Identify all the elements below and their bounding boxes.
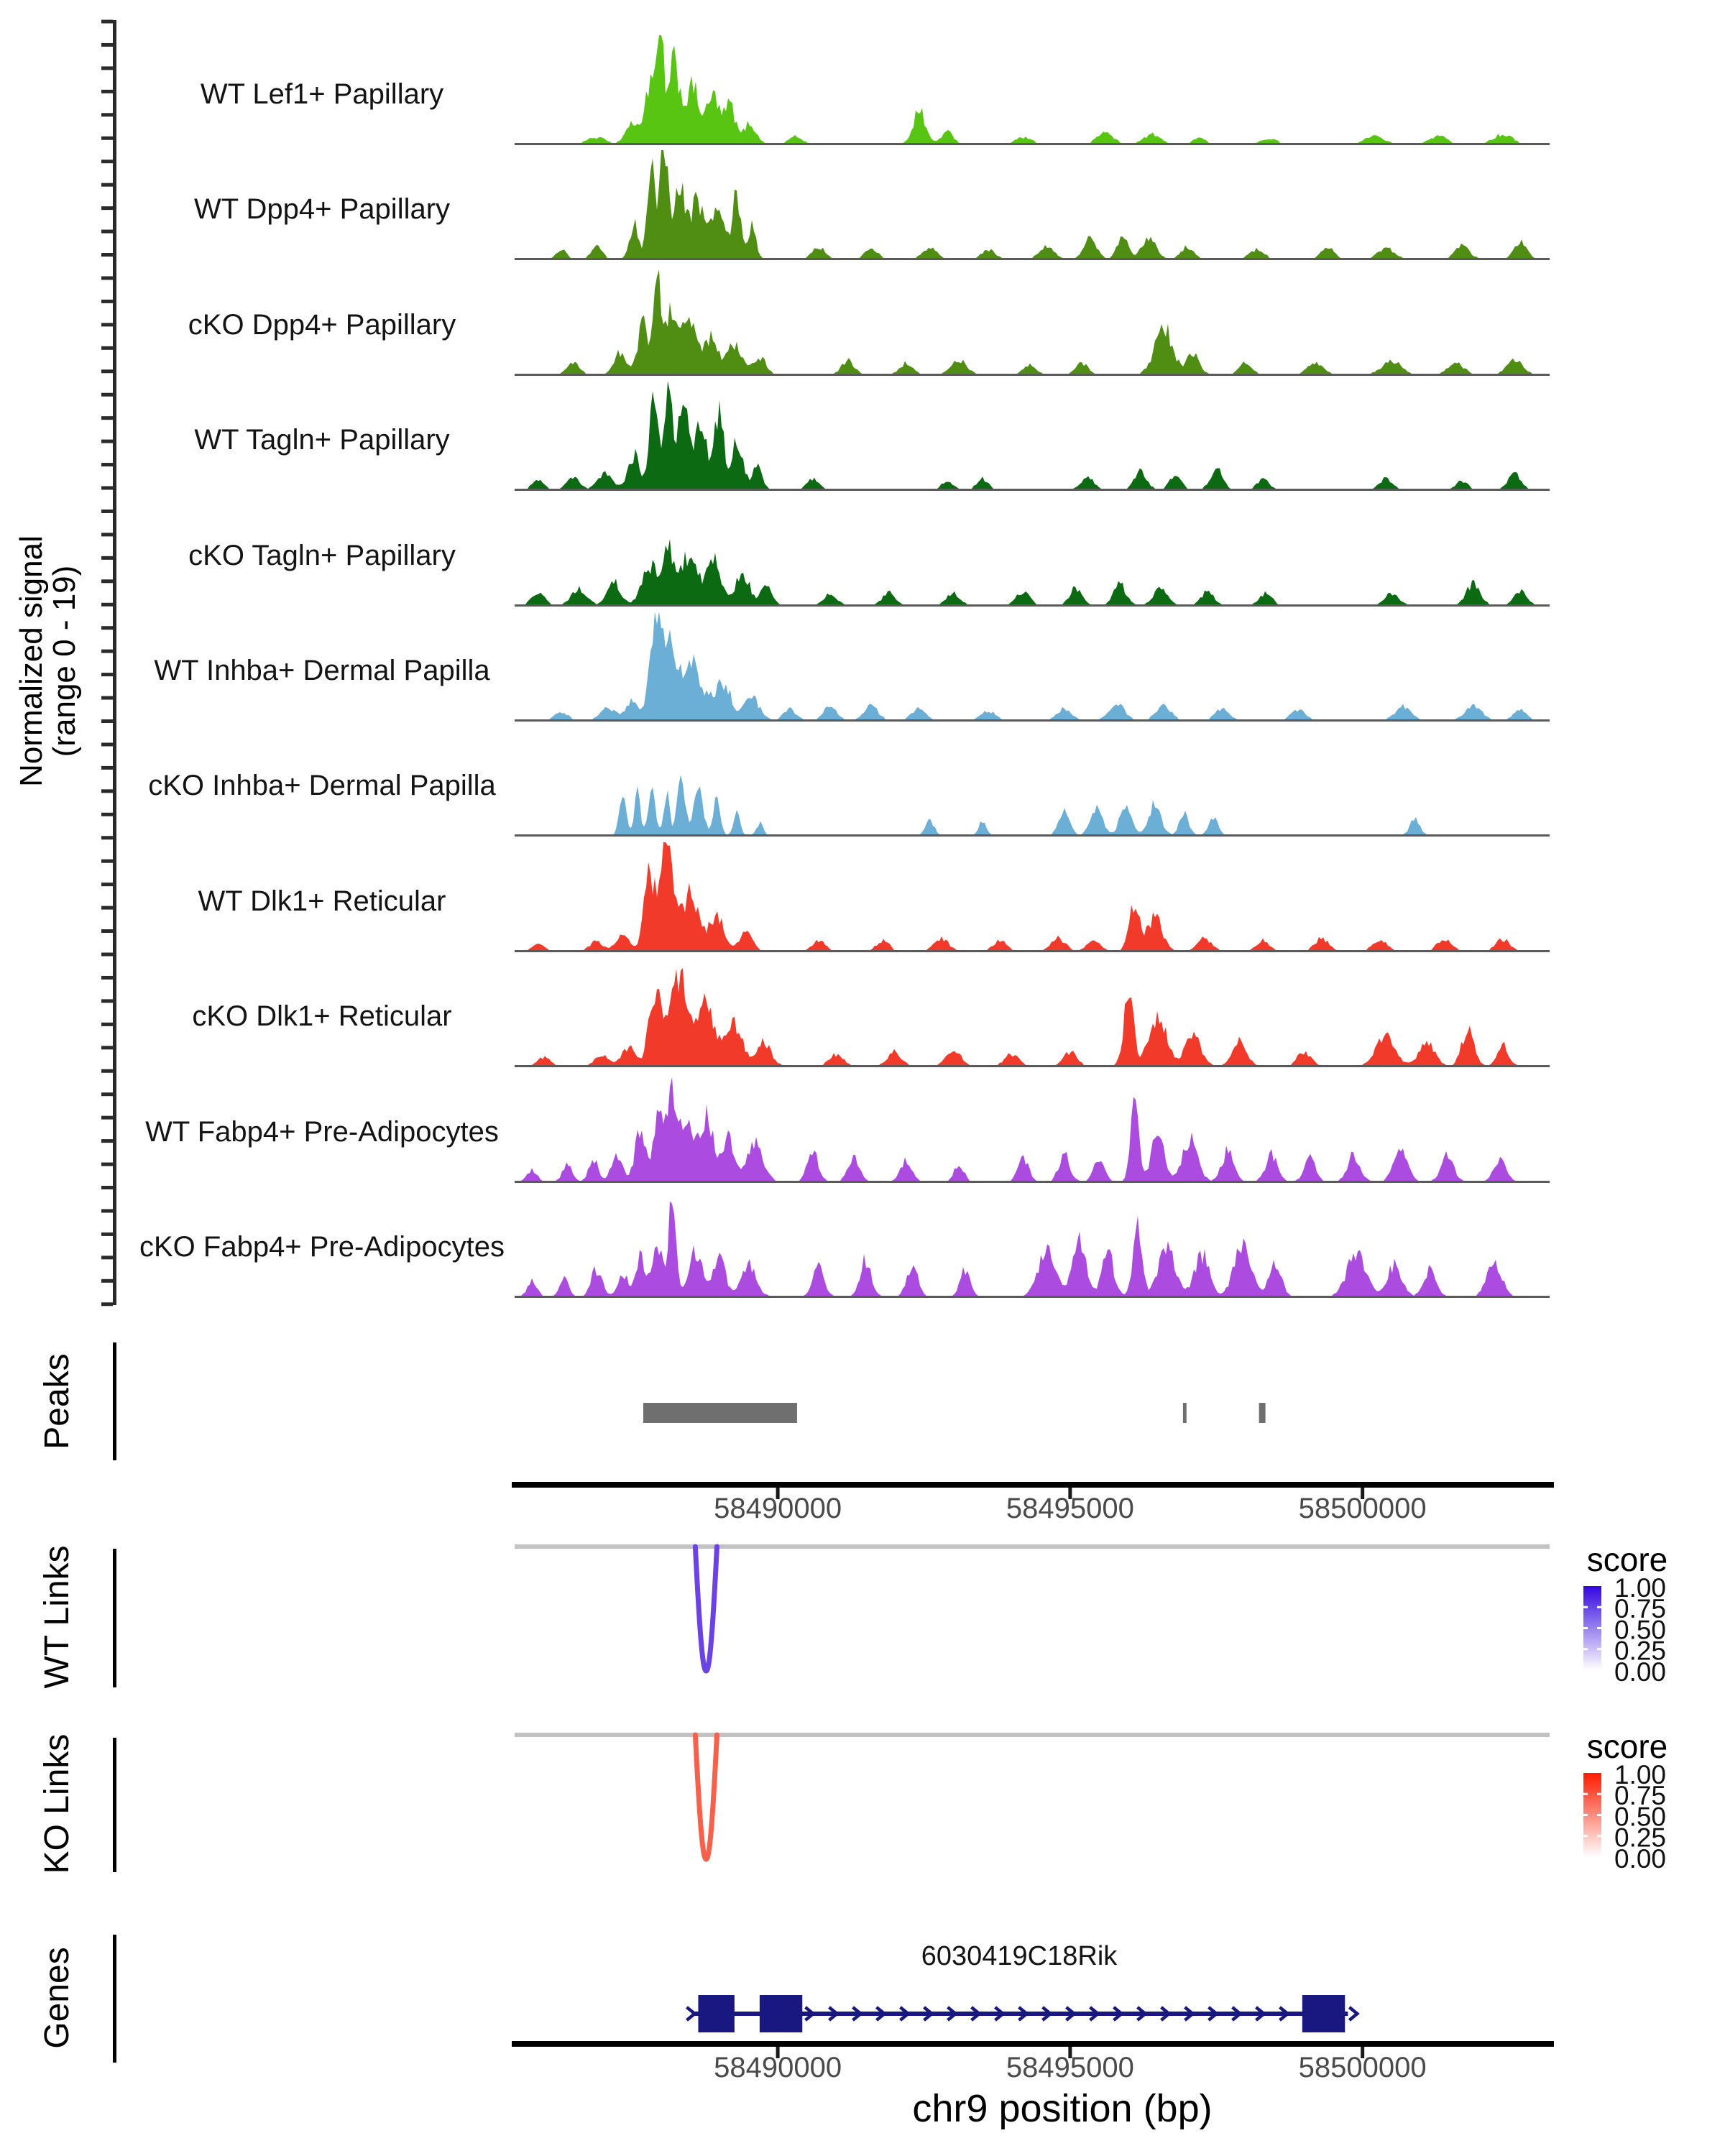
coverage-signal-area	[515, 1201, 1550, 1296]
y-axis-tick	[101, 230, 113, 234]
y-axis-tick	[101, 1186, 113, 1189]
colorbar-notch	[1583, 1814, 1588, 1816]
y-axis-tick	[101, 626, 113, 630]
coverage-signal-area	[515, 35, 1550, 143]
y-axis-tick	[101, 533, 113, 536]
gene-exon	[760, 1995, 802, 2032]
y-axis-tick	[101, 487, 113, 490]
score-legend-tick-label: 0.00	[1614, 1657, 1667, 1687]
y-axis-tick	[101, 300, 113, 303]
coverage-signal-area	[515, 775, 1550, 834]
strand-arrow-icon	[687, 2007, 695, 2020]
y-axis-tick	[101, 906, 113, 910]
y-axis-tick	[101, 813, 113, 816]
y-axis-tick	[101, 860, 113, 863]
track-baseline	[515, 258, 1550, 260]
colorbar-notch	[1597, 1814, 1601, 1816]
strand-arrow-icon	[1349, 2007, 1357, 2020]
track-baseline	[515, 950, 1550, 952]
y-axis-tick	[101, 20, 113, 24]
y-axis-tick	[101, 1092, 113, 1096]
track-label: cKO Dpp4+ Papillary	[188, 309, 456, 341]
wt-links-panel-label: WT Links	[38, 1545, 76, 1689]
track-label: WT Dpp4+ Papillary	[193, 193, 451, 225]
x-axis-line	[512, 1482, 1554, 1488]
y-axis-tick	[101, 206, 113, 210]
y-axis-tick	[101, 836, 113, 839]
colorbar-notch	[1597, 1627, 1601, 1629]
track-label: WT Inhba+ Dermal Papilla	[154, 655, 490, 686]
track-baseline	[515, 1065, 1550, 1067]
y-axis-tick	[101, 1046, 113, 1049]
score-legend-tick-label: 1.00	[1614, 1573, 1667, 1603]
ko-links-panel-label: KO Links	[38, 1733, 76, 1874]
y-axis-label-line1: Normalized signal	[14, 535, 49, 787]
y-axis-tick	[101, 1233, 113, 1236]
y-axis-tick	[101, 369, 113, 373]
track-label: WT Tagln+ Papillary	[194, 424, 450, 456]
y-axis-tick	[101, 976, 113, 980]
score-legend-tick-label: 0.50	[1614, 1615, 1667, 1645]
colorbar-notch	[1583, 1793, 1588, 1795]
coverage-signal-area	[515, 270, 1550, 374]
track-label: cKO Fabp4+ Pre-Adipocytes	[139, 1231, 505, 1263]
colorbar-notch	[1597, 1606, 1601, 1608]
colorbar-notch	[1583, 1835, 1588, 1837]
y-axis-tick	[101, 346, 113, 350]
track-label: cKO Tagln+ Papillary	[188, 540, 456, 571]
gene-exon	[1302, 1995, 1345, 2032]
colorbar-notch	[1583, 1648, 1588, 1650]
colorbar-notch	[1583, 1606, 1588, 1608]
track-label: WT Lef1+ Papillary	[200, 78, 444, 110]
y-axis-tick	[101, 1209, 113, 1212]
track-baseline	[515, 834, 1550, 837]
y-axis-label-line2: (range 0 - 19)	[47, 565, 82, 757]
x-axis-tick-label: 58490000	[714, 2052, 842, 2083]
y-axis-tick	[101, 323, 113, 326]
x-axis-line	[512, 2041, 1554, 2047]
peaks-panel-label: Peaks	[38, 1353, 76, 1450]
y-axis-tick	[101, 183, 113, 187]
y-axis-tick	[101, 1256, 113, 1259]
y-axis-tick	[101, 789, 113, 793]
track-label: cKO Dlk1+ Reticular	[192, 1000, 452, 1032]
x-axis-title: chr9 position (bp)	[912, 2087, 1213, 2130]
score-legend-tick-label: 0.00	[1614, 1843, 1667, 1874]
peaks-bracket	[113, 1342, 116, 1460]
score-legend-tick-label: 0.25	[1614, 1636, 1667, 1666]
gene-exon	[698, 1995, 734, 2032]
peak-interval	[1183, 1403, 1187, 1423]
link-arc	[695, 1735, 717, 1859]
y-axis-tick	[101, 953, 113, 957]
y-axis-tick	[101, 137, 113, 140]
y-axis-tick	[101, 1023, 113, 1026]
links-bracket	[113, 1549, 116, 1687]
x-axis-tick-label: 58490000	[714, 1493, 842, 1524]
colorbar-notch	[1597, 1835, 1601, 1837]
peak-interval	[643, 1403, 797, 1423]
y-axis-tick	[101, 1069, 113, 1073]
y-axis-tick	[101, 43, 113, 47]
genes-panel-label: Genes	[38, 1947, 76, 2049]
y-axis-tick	[101, 510, 113, 513]
y-axis-tick	[101, 90, 113, 93]
track-baseline	[515, 143, 1550, 145]
links-baseline	[515, 1733, 1550, 1737]
track-baseline	[515, 1181, 1550, 1183]
y-axis-tick	[101, 650, 113, 653]
track-baseline	[515, 604, 1550, 607]
y-axis-tick	[101, 66, 113, 70]
y-axis-tick	[101, 416, 113, 420]
y-axis-tick	[101, 276, 113, 280]
peak-interval	[1259, 1403, 1266, 1423]
x-axis-tick-label: 58495000	[1006, 2052, 1134, 2083]
track-baseline	[515, 374, 1550, 376]
score-legend-tick-label: 1.00	[1614, 1760, 1667, 1789]
score-legend-tick-label: 0.75	[1614, 1594, 1667, 1624]
y-axis-tick	[101, 1139, 113, 1143]
x-axis-tick-label: 58495000	[1006, 1493, 1134, 1524]
score-legend-tick-label: 0.25	[1614, 1823, 1667, 1853]
score-legend-title-wt: score	[1586, 1541, 1668, 1578]
x-axis-tick-label: 58500000	[1298, 2052, 1427, 2083]
gene-name-label: 6030419C18Rik	[921, 1941, 1118, 1971]
track-baseline	[515, 719, 1550, 722]
coverage-signal-area	[515, 539, 1550, 604]
track-label: WT Dlk1+ Reticular	[198, 885, 446, 917]
y-axis-tick	[101, 463, 113, 466]
coverage-signal-area	[515, 968, 1550, 1065]
coverage-signal-area	[515, 612, 1550, 719]
y-axis-tick	[101, 160, 113, 163]
y-axis-tick	[101, 766, 113, 770]
y-axis-tick	[101, 673, 113, 676]
y-axis-tick	[101, 603, 113, 607]
link-arc	[695, 1547, 717, 1671]
y-axis-tick	[101, 579, 113, 583]
y-axis-tick	[101, 883, 113, 886]
track-label: WT Fabp4+ Pre-Adipocytes	[145, 1116, 499, 1148]
genes-bracket	[113, 1935, 116, 2063]
y-axis-tick	[101, 253, 113, 257]
y-axis-tick	[101, 1279, 113, 1283]
y-axis-tick	[101, 1302, 113, 1306]
links-bracket	[113, 1738, 116, 1872]
y-axis-tick	[101, 556, 113, 560]
x-axis-tick-label: 58500000	[1298, 1493, 1427, 1524]
coverage-signal-area	[515, 1077, 1550, 1181]
track-baseline	[515, 1296, 1550, 1298]
y-axis-tick	[101, 1116, 113, 1120]
coverage-signal-area	[515, 842, 1550, 950]
y-axis-tick	[101, 440, 113, 443]
y-axis-tick	[101, 696, 113, 700]
y-axis-tick	[101, 742, 113, 746]
y-axis-tick	[101, 999, 113, 1003]
coverage-signal-area	[515, 381, 1550, 489]
colorbar-notch	[1597, 1793, 1601, 1795]
y-axis-tick	[101, 393, 113, 397]
y-axis-tick	[101, 1163, 113, 1166]
y-axis-tick	[101, 719, 113, 723]
y-axis-line	[113, 20, 116, 1305]
score-legend-tick-label: 0.50	[1614, 1802, 1667, 1832]
coverage-signal-area	[515, 150, 1550, 258]
y-axis-tick	[101, 929, 113, 933]
y-axis-tick	[101, 113, 113, 116]
colorbar-notch	[1597, 1648, 1601, 1650]
track-label: cKO Inhba+ Dermal Papilla	[148, 770, 496, 801]
score-legend-tick-label: 0.75	[1614, 1781, 1667, 1811]
links-baseline	[515, 1544, 1550, 1549]
colorbar-notch	[1583, 1627, 1588, 1629]
track-baseline	[515, 489, 1550, 491]
score-legend-title-ko: score	[1586, 1728, 1668, 1765]
